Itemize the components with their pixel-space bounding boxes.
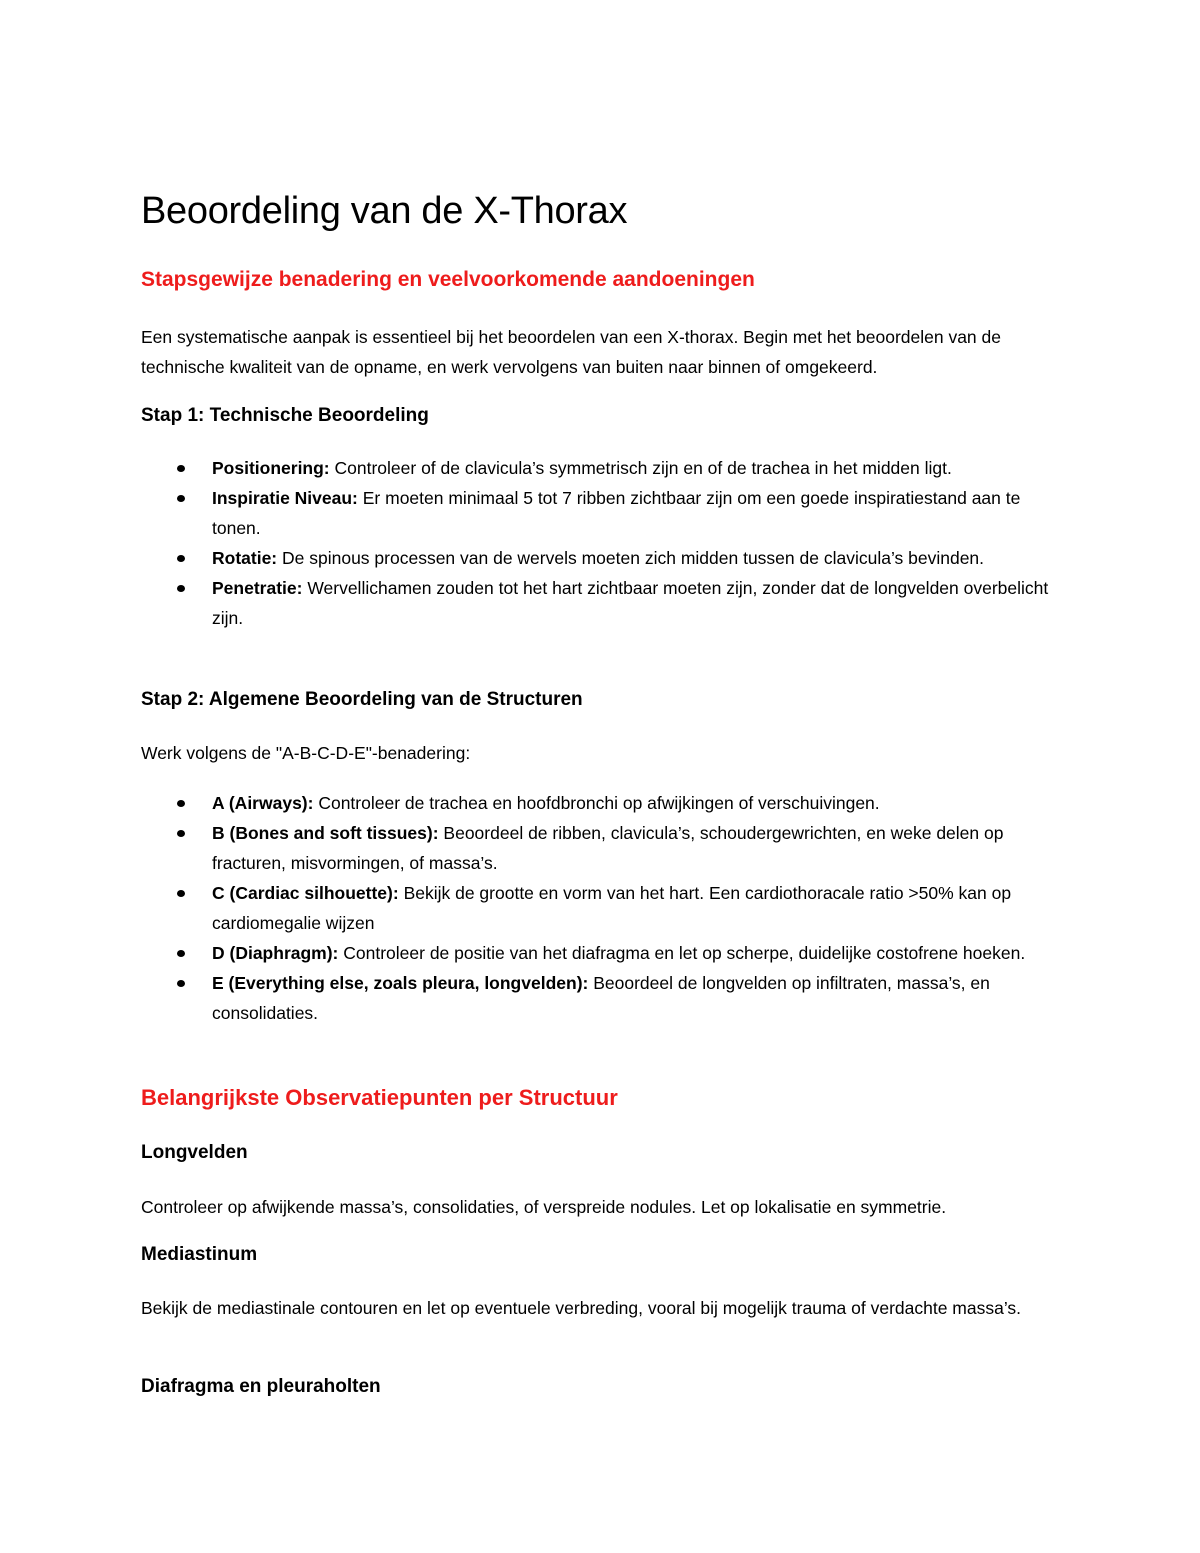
- list-item: [141, 543, 1071, 573]
- item-text: Beoordeel de longvelden op infiltraten, massa’s, en consolidaties.: [212, 973, 990, 1023]
- list-item: [141, 483, 1071, 543]
- item-term: Inspiratie Niveau:: [212, 488, 358, 508]
- longvelden-heading: Longvelden: [141, 1142, 248, 1163]
- item-text: Controleer of de clavicula’s symmetrisch zijn en of de trachea in het midden ligt.: [329, 458, 952, 478]
- list-item: [141, 573, 1071, 633]
- longvelden-text: Controleer op afwijkende massa’s, consolidaties, of verspreide nodules. Let op lokalisatie en symmetrie.: [141, 1197, 947, 1217]
- item-term: Rotatie:: [212, 548, 278, 568]
- diafragma-heading: Diafragma en pleuraholten: [141, 1376, 381, 1397]
- bullet-icon: [177, 465, 185, 472]
- bullet-icon: [177, 800, 185, 807]
- item-text: Bekijk de grootte en vorm van het hart. Een cardiothoracale ratio >50% kan op cardiomegalie wijzen: [212, 883, 1012, 933]
- list-item: [141, 878, 1071, 938]
- item-term: E (Everything else, zoals pleura, longvelden):: [212, 973, 589, 993]
- document-title: Beoordeling van de X-Thorax: [141, 190, 628, 232]
- item-text: Controleer de positie van het diafragma en let op scherpe, duidelijke costofrene hoeken.: [338, 943, 1026, 963]
- list-item: [141, 818, 1071, 878]
- bullet-icon: [177, 585, 185, 592]
- subtitle: Stapsgewijze benadering en veelvoorkomende aandoeningen: [141, 268, 755, 291]
- step1-list: [141, 453, 1071, 633]
- list-item: [141, 938, 1071, 968]
- mediastinum-text: Bekijk de mediastinale contouren en let op eventuele verbreding, vooral bij mogelijk trauma of verdachte massa’s.: [141, 1298, 1022, 1318]
- step2-heading: Stap 2: Algemene Beoordeling van de Structuren: [141, 689, 583, 710]
- section2-heading: Belangrijkste Observatiepunten per Structuur: [141, 1085, 618, 1110]
- item-term: D (Diaphragm):: [212, 943, 339, 963]
- intro-paragraph: Een systematische aanpak is essentieel bij het beoordelen van een X-thorax. Begin met het beoordelen van de technische kwaliteit van de opname, en werk vervolgens van buiten naar binnen of omgekeerd.: [141, 327, 1001, 377]
- step1-heading: Stap 1: Technische Beoordeling: [141, 405, 429, 426]
- item-text: Controleer de trachea en hoofdbronchi op afwijkingen of verschuivingen.: [313, 793, 880, 813]
- bullet-icon: [177, 830, 185, 837]
- bullet-icon: [177, 890, 185, 897]
- item-text: Wervellichamen zouden tot het hart zichtbaar moeten zijn, zonder dat de longvelden overbelicht zijn.: [212, 578, 1049, 628]
- item-term: C (Cardiac silhouette):: [212, 883, 399, 903]
- bullet-icon: [177, 950, 185, 957]
- step2-list: [141, 788, 1071, 1028]
- item-text: Beoordeel de ribben, clavicula’s, schoudergewrichten, en weke delen op fracturen, misvormingen, of massa’s.: [212, 823, 1004, 873]
- bullet-icon: [177, 980, 185, 987]
- mediastinum-heading: Mediastinum: [141, 1244, 258, 1265]
- item-term: A (Airways):: [212, 793, 314, 813]
- bullet-icon: [177, 555, 185, 562]
- item-term: Penetratie:: [212, 578, 303, 598]
- step2-intro: Werk volgens de "A-B-C-D-E"-benadering:: [141, 743, 471, 763]
- item-term: B (Bones and soft tissues):: [212, 823, 439, 843]
- item-term: Positionering:: [212, 458, 330, 478]
- list-item: [141, 788, 1071, 818]
- bullet-icon: [177, 495, 185, 502]
- list-item: [141, 968, 1071, 1028]
- item-text: De spinous processen van de wervels moeten zich midden tussen de clavicula’s bevinden.: [277, 548, 985, 568]
- item-text: Er moeten minimaal 5 tot 7 ribben zichtbaar zijn om een goede inspiratiestand aan te tonen.: [212, 488, 1021, 538]
- list-item: [141, 453, 1071, 483]
